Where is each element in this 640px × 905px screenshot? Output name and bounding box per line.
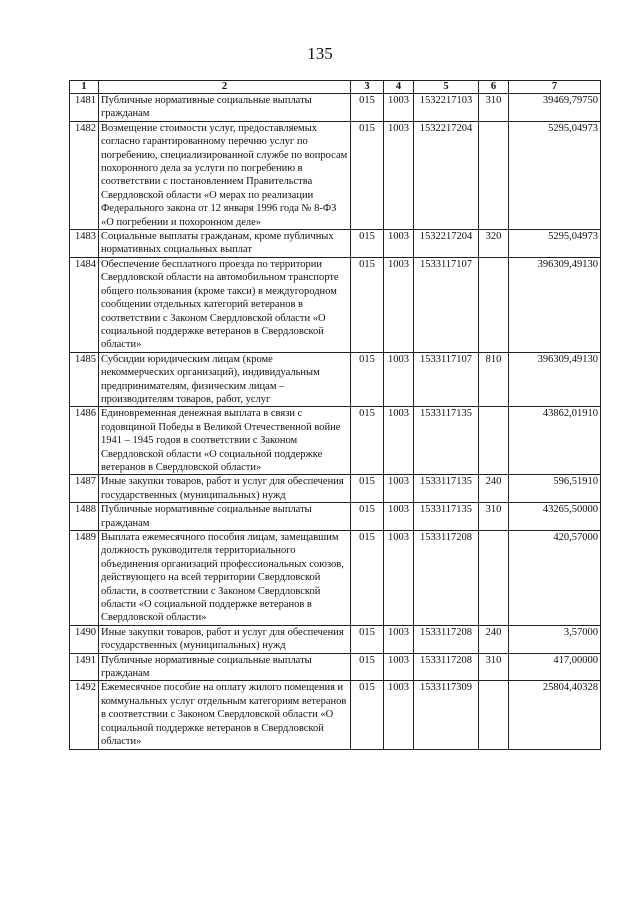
column-header: 5 [414,81,479,94]
table-row [70,230,601,258]
row-number: 1483 [70,230,99,258]
row-name: Возмещение стоимости услуг, предоставляемых согласно гарантированному перечню услуг по погребению, специализированной службе по вопросам похоронного дела за услуги по погребению в соответствии с постановлением Правительства Свердловской области «О мерах по реализации Федерального закона от 12 января 1996 года № 8-ФЗ «О погребении и похоронном деле» [99,121,351,229]
row-name: Иные закупки товаров, работ и услуг для обеспечения государственных (муниципальных) нужд [99,475,351,503]
ministry-code: 015 [351,230,384,258]
expense-type-code [479,121,509,229]
table-row [70,681,601,749]
row-name: Социальные выплаты гражданам, кроме публичных нормативных социальных выплат [99,230,351,258]
table-row [70,121,601,229]
expense-type-code [479,681,509,749]
row-number: 1485 [70,352,99,407]
ministry-code: 015 [351,653,384,681]
section-code: 1003 [384,407,414,475]
row-number: 1481 [70,94,99,122]
table-row [70,625,601,653]
row-name: Ежемесячное пособие на оплату жилого помещения и коммунальных услуг отдельным категориям ветеранов в соответствии с Законом Свердловской области «О социальной поддержке ветеранов в Свердловской области» [99,681,351,749]
ministry-code: 015 [351,94,384,122]
ministry-code: 015 [351,625,384,653]
row-number: 1488 [70,503,99,531]
row-amount: 420,57000 [509,531,601,626]
row-amount: 396309,49130 [509,352,601,407]
target-article-code: 1533117107 [414,257,479,352]
row-number: 1484 [70,257,99,352]
row-name: Обеспечение бесплатного проезда по территории Свердловской области на автомобильном транспорте общего пользования (кроме такси) в междугородном сообщении отдельных категорий ветеранов в соответствии с Законом Свердловской области «О социальной поддержке ветеранов в Свердловской области» [99,257,351,352]
table-row [70,653,601,681]
target-article-code: 1533117135 [414,407,479,475]
row-name: Иные закупки товаров, работ и услуг для обеспечения государственных (муниципальных) нужд [99,625,351,653]
expense-type-code: 810 [479,352,509,407]
row-amount: 3,57000 [509,625,601,653]
row-amount: 39469,79750 [509,94,601,122]
row-name: Публичные нормативные социальные выплаты гражданам [99,653,351,681]
section-code: 1003 [384,94,414,122]
expense-type-code: 240 [479,625,509,653]
expense-type-code: 310 [479,94,509,122]
row-number: 1482 [70,121,99,229]
target-article-code: 1532217204 [414,230,479,258]
expense-type-code [479,407,509,475]
row-amount: 43862,01910 [509,407,601,475]
row-amount: 596,51910 [509,475,601,503]
section-code: 1003 [384,681,414,749]
row-number: 1486 [70,407,99,475]
row-name: Единовременная денежная выплата в связи с годовщиной Победы в Великой Отечественной войне 1941 – 1945 годов в соответствии с Законом Свердловской области «О социальной поддержке ветеранов в Свердловской области» [99,407,351,475]
row-number: 1492 [70,681,99,749]
budget-table [69,80,601,750]
section-code: 1003 [384,503,414,531]
row-number: 1489 [70,531,99,626]
ministry-code: 015 [351,352,384,407]
expense-type-code [479,257,509,352]
target-article-code: 1533117135 [414,475,479,503]
ministry-code: 015 [351,531,384,626]
target-article-code: 1532217204 [414,121,479,229]
row-name: Публичные нормативные социальные выплаты гражданам [99,503,351,531]
section-code: 1003 [384,475,414,503]
table-row [70,352,601,407]
row-amount: 25804,40328 [509,681,601,749]
row-amount: 396309,49130 [509,257,601,352]
target-article-code: 1533117135 [414,503,479,531]
ministry-code: 015 [351,681,384,749]
column-header: 7 [509,81,601,94]
column-header: 2 [99,81,351,94]
ministry-code: 015 [351,121,384,229]
table-row [70,257,601,352]
row-number: 1491 [70,653,99,681]
ministry-code: 015 [351,257,384,352]
row-amount: 417,00000 [509,653,601,681]
expense-type-code: 310 [479,653,509,681]
table-row [70,94,601,122]
row-amount: 43265,50000 [509,503,601,531]
column-header: 3 [351,81,384,94]
column-header: 1 [70,81,99,94]
row-name: Выплата ежемесячного пособия лицам, замещавшим должность руководителя территориального объединения организаций профессиональных союзов, действующего на всей территории Свердловской области, в соответствии с Законом Свердловской области «О социальной поддержке ветеранов в Свердловской области» [99,531,351,626]
table-row [70,503,601,531]
target-article-code: 1533117208 [414,625,479,653]
row-name: Субсидии юридическим лицам (кроме некоммерческих организаций), индивидуальным предпринимателям, физическим лицам – производителям товаров, работ, услуг [99,352,351,407]
table-row [70,531,601,626]
section-code: 1003 [384,625,414,653]
section-code: 1003 [384,352,414,407]
target-article-code: 1533117309 [414,681,479,749]
section-code: 1003 [384,230,414,258]
expense-type-code [479,531,509,626]
section-code: 1003 [384,531,414,626]
column-header: 6 [479,81,509,94]
expense-type-code: 240 [479,475,509,503]
expense-type-code: 310 [479,503,509,531]
target-article-code: 1533117107 [414,352,479,407]
row-number: 1490 [70,625,99,653]
ministry-code: 015 [351,503,384,531]
expense-type-code: 320 [479,230,509,258]
table-body [70,94,601,750]
header-row [70,81,601,94]
page-number: 135 [307,44,333,63]
target-article-code: 1532217103 [414,94,479,122]
target-article-code: 1533117208 [414,653,479,681]
table-row [70,475,601,503]
row-name: Публичные нормативные социальные выплаты гражданам [99,94,351,122]
column-header: 4 [384,81,414,94]
table-row [70,407,601,475]
ministry-code: 015 [351,407,384,475]
row-number: 1487 [70,475,99,503]
row-amount: 5295,04973 [509,230,601,258]
section-code: 1003 [384,257,414,352]
section-code: 1003 [384,653,414,681]
row-amount: 5295,04973 [509,121,601,229]
ministry-code: 015 [351,475,384,503]
target-article-code: 1533117208 [414,531,479,626]
section-code: 1003 [384,121,414,229]
